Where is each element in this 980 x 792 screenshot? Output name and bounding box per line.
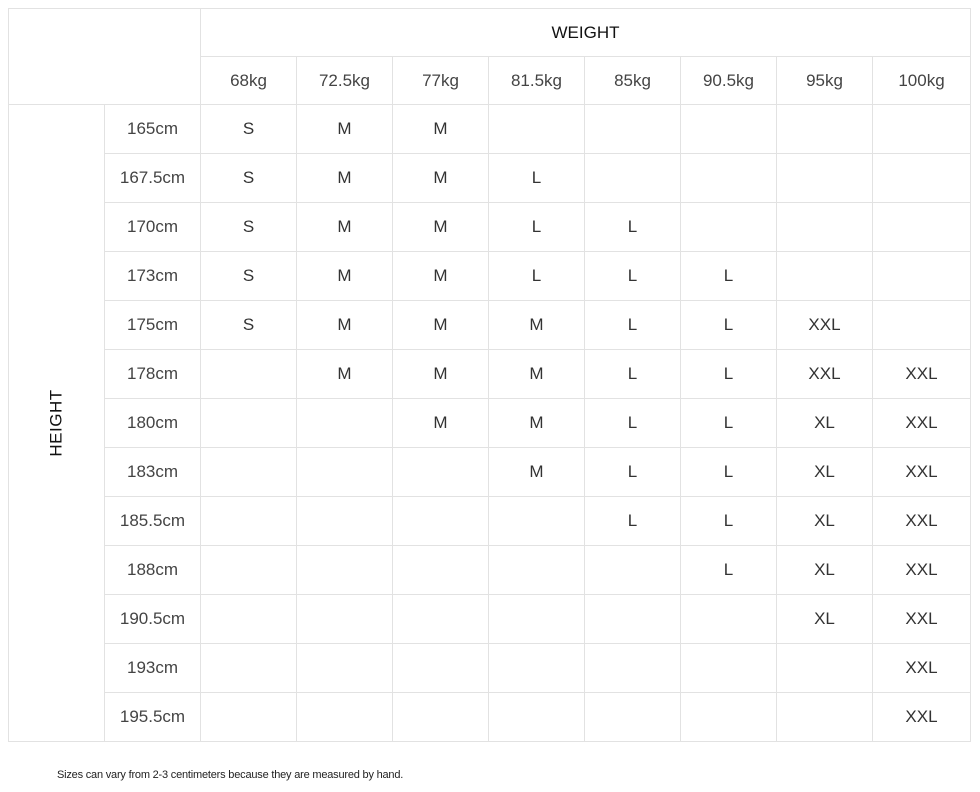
height-value: 185.5cm [105, 497, 201, 546]
size-cell [585, 644, 681, 693]
size-cell: M [297, 301, 393, 350]
size-cell [873, 203, 971, 252]
size-cell: M [393, 105, 489, 154]
size-cell: XL [777, 399, 873, 448]
size-cell: XXL [873, 399, 971, 448]
size-cell [585, 693, 681, 742]
height-value: 167.5cm [105, 154, 201, 203]
height-value: 165cm [105, 105, 201, 154]
weight-title-row [9, 9, 971, 57]
size-cell [297, 546, 393, 595]
size-cell: L [489, 154, 585, 203]
size-cell [201, 546, 297, 595]
height-value: 183cm [105, 448, 201, 497]
size-cell [681, 595, 777, 644]
size-cell [777, 693, 873, 742]
size-cell [393, 644, 489, 693]
size-cell: L [585, 448, 681, 497]
size-cell: L [681, 252, 777, 301]
size-cell: XXL [873, 693, 971, 742]
size-cell: XL [777, 595, 873, 644]
weight-header: 77kg [393, 57, 489, 105]
table-row [9, 595, 971, 644]
weight-axis-title: WEIGHT [201, 9, 971, 57]
size-cell [201, 399, 297, 448]
table-row [9, 301, 971, 350]
size-cell: XL [777, 448, 873, 497]
height-value: 175cm [105, 301, 201, 350]
height-value: 178cm [105, 350, 201, 399]
size-cell [777, 252, 873, 301]
size-cell: M [297, 105, 393, 154]
size-cell [201, 448, 297, 497]
size-cell [681, 644, 777, 693]
size-cell [297, 595, 393, 644]
size-cell: XL [777, 497, 873, 546]
size-cell: L [489, 203, 585, 252]
height-value: 193cm [105, 644, 201, 693]
size-cell [681, 203, 777, 252]
size-cell: M [393, 350, 489, 399]
size-cell: M [489, 448, 585, 497]
size-cell: L [681, 350, 777, 399]
size-cell: M [297, 154, 393, 203]
size-cell: XL [777, 546, 873, 595]
size-cell [297, 693, 393, 742]
weight-header: 100kg [873, 57, 971, 105]
size-cell [777, 644, 873, 693]
table-row [9, 546, 971, 595]
table-row [9, 252, 971, 301]
size-cell: M [393, 203, 489, 252]
size-cell: XXL [873, 350, 971, 399]
size-cell [777, 105, 873, 154]
size-cell: XXL [873, 644, 971, 693]
table-row [9, 497, 971, 546]
measurement-footnote: Sizes can vary from 2-3 centimeters because they are measured by hand. [57, 769, 404, 781]
table-row [9, 154, 971, 203]
size-cell: M [393, 399, 489, 448]
size-cell [585, 546, 681, 595]
size-cell [873, 252, 971, 301]
size-cell [489, 693, 585, 742]
size-cell [681, 105, 777, 154]
size-cell: XXL [873, 497, 971, 546]
size-cell: XXL [777, 301, 873, 350]
height-value: 180cm [105, 399, 201, 448]
height-axis-title: HEIGHT [46, 389, 66, 457]
height-value: 170cm [105, 203, 201, 252]
size-cell: L [585, 399, 681, 448]
size-cell: L [681, 399, 777, 448]
size-cell: XXL [777, 350, 873, 399]
size-cell: XXL [873, 595, 971, 644]
size-cell [201, 350, 297, 399]
size-cell [489, 546, 585, 595]
size-cell [297, 644, 393, 693]
size-cell [297, 399, 393, 448]
size-cell: L [489, 252, 585, 301]
size-cell: M [489, 399, 585, 448]
size-cell [297, 497, 393, 546]
size-cell [585, 105, 681, 154]
size-cell [393, 546, 489, 595]
size-cell: L [681, 301, 777, 350]
weight-header: 72.5kg [297, 57, 393, 105]
size-cell: S [201, 203, 297, 252]
height-value: 188cm [105, 546, 201, 595]
weight-header: 90.5kg [681, 57, 777, 105]
height-value: 195.5cm [105, 693, 201, 742]
weight-header: 95kg [777, 57, 873, 105]
size-cell [681, 154, 777, 203]
size-cell [777, 154, 873, 203]
size-cell [489, 644, 585, 693]
size-cell: L [585, 203, 681, 252]
size-cell [297, 448, 393, 497]
table-row [9, 350, 971, 399]
size-cell [873, 301, 971, 350]
size-cell [201, 497, 297, 546]
size-cell: M [297, 252, 393, 301]
size-cell: M [297, 203, 393, 252]
size-cell [585, 154, 681, 203]
size-cell [201, 595, 297, 644]
size-cell [393, 497, 489, 546]
size-cell: M [489, 301, 585, 350]
size-cell: S [201, 105, 297, 154]
height-axis-cell [9, 105, 105, 742]
size-cell: M [393, 154, 489, 203]
weight-header: 85kg [585, 57, 681, 105]
table-row [9, 203, 971, 252]
size-cell [393, 448, 489, 497]
size-cell [489, 595, 585, 644]
size-cell: L [585, 301, 681, 350]
size-cell: L [681, 448, 777, 497]
size-chart-table [8, 8, 971, 742]
size-cell [393, 693, 489, 742]
size-cell: L [681, 497, 777, 546]
table-row [9, 448, 971, 497]
size-cell: S [201, 301, 297, 350]
size-cell: S [201, 252, 297, 301]
size-cell: L [681, 546, 777, 595]
table-row [9, 644, 971, 693]
size-cell [393, 595, 489, 644]
size-cell [873, 105, 971, 154]
size-cell: L [585, 497, 681, 546]
height-value: 173cm [105, 252, 201, 301]
table-row [9, 693, 971, 742]
size-cell [201, 644, 297, 693]
size-cell [585, 595, 681, 644]
weight-header: 81.5kg [489, 57, 585, 105]
size-cell: L [585, 252, 681, 301]
size-cell: M [393, 301, 489, 350]
size-cell: XXL [873, 546, 971, 595]
size-cell [873, 154, 971, 203]
size-cell: M [393, 252, 489, 301]
size-cell: M [297, 350, 393, 399]
size-cell [489, 497, 585, 546]
size-table-body [9, 105, 971, 742]
weight-header: 68kg [201, 57, 297, 105]
size-cell [489, 105, 585, 154]
size-cell: XXL [873, 448, 971, 497]
size-cell: M [489, 350, 585, 399]
size-cell: L [585, 350, 681, 399]
size-cell: S [201, 154, 297, 203]
size-cell [201, 693, 297, 742]
height-value: 190.5cm [105, 595, 201, 644]
table-row [9, 399, 971, 448]
table-row [9, 105, 971, 154]
size-cell [681, 693, 777, 742]
corner-cell [9, 9, 201, 105]
size-cell [777, 203, 873, 252]
